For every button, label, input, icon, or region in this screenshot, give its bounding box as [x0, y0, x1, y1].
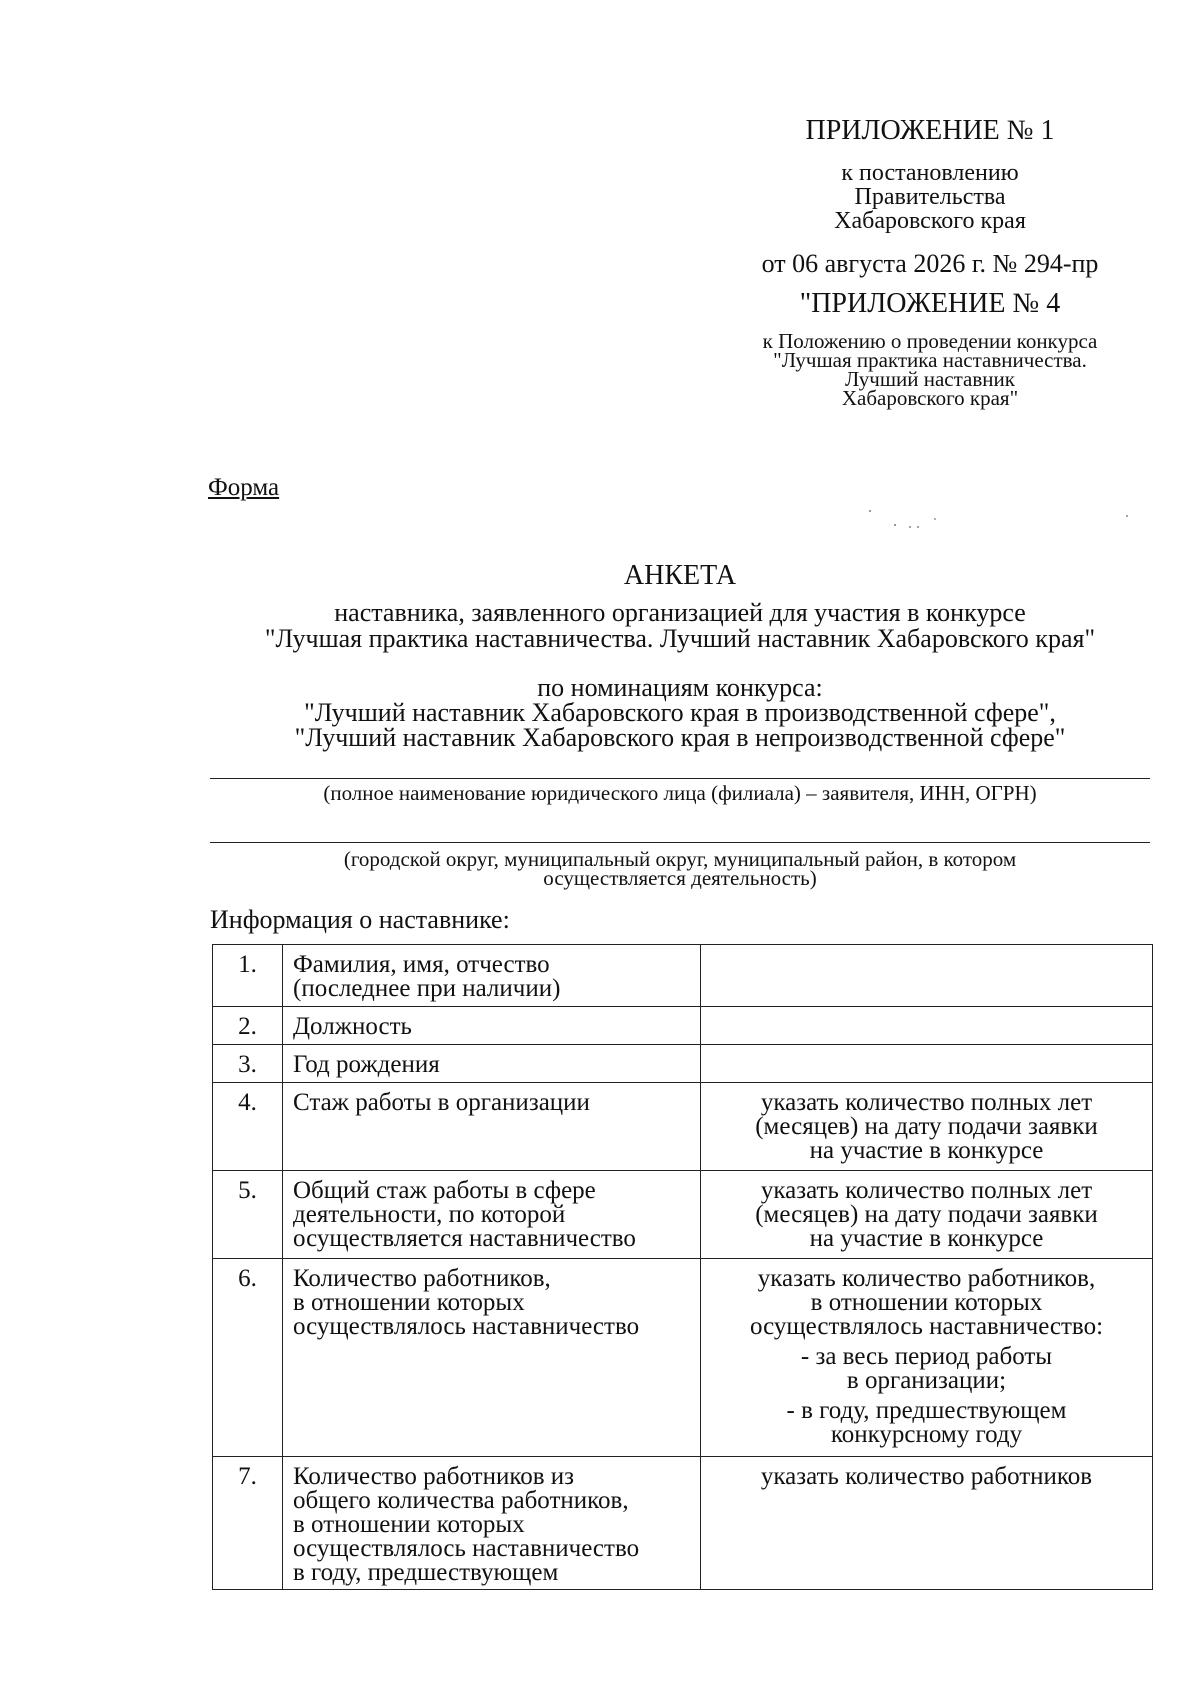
table-row [213, 1045, 1153, 1083]
district-caption-line: осуществляется деятельность) [543, 866, 817, 890]
org-name-caption: (полное наименование юридического лица (филиала) – заявителя, ИНН, ОГРН) [323, 781, 1037, 805]
row-label-line: Фамилия, имя, отчество [293, 951, 550, 978]
org-name-line[interactable] [210, 778, 1150, 779]
district-caption-line: (городской округ, муниципальный округ, муниципальный район, в котором [343, 847, 1017, 871]
appendix-4-block [720, 290, 1140, 408]
row-label [283, 1259, 701, 1457]
table-row [213, 1457, 1153, 1590]
table-row [213, 945, 1153, 1007]
row-number: 1. [213, 945, 283, 1007]
row-label-line: Должность [293, 1013, 412, 1040]
row-label-line: Стаж работы в организации [293, 1089, 590, 1116]
subtitle-line: наставника, заявленного организацией для участия в конкурсе [334, 598, 1026, 627]
row-value-cell[interactable] [701, 1083, 1153, 1171]
row-label [283, 1007, 701, 1045]
district-line[interactable] [210, 842, 1150, 843]
appendix-1-line: Хабаровского края [834, 208, 1026, 234]
row-value-line: в организации; [846, 1367, 1007, 1394]
appendix-4-line: Хабаровского края" [841, 386, 1019, 410]
row-value-line: - за весь период работы [800, 1343, 1053, 1370]
appendix-4-line: к Положению о проведении конкурса [762, 329, 1098, 353]
row-label-line: в отношении которых [293, 1511, 525, 1538]
nominations-line: по номинациям конкурса: [537, 673, 823, 702]
mentor-info-table [212, 944, 1153, 1590]
row-label-line: Количество работников, [293, 1265, 551, 1292]
row-label-line: Количество работников из [293, 1463, 575, 1490]
appendix-1-block [720, 117, 1140, 277]
row-label-line: осуществлялось наставничество [293, 1313, 640, 1340]
row-label-line: Общий стаж работы в сфере [293, 1177, 596, 1204]
appendix-4-line: "Лучшая практика наставничества. [773, 348, 1087, 372]
row-value-line: указать количество полных лет [760, 1089, 1093, 1116]
row-value-line: указать количество полных лет [760, 1177, 1093, 1204]
row-label [283, 1045, 701, 1083]
row-number: 5. [213, 1171, 283, 1259]
table-row [213, 1083, 1153, 1171]
questionnaire-title: АНКЕТА [623, 560, 737, 591]
row-value-line: на участие в конкурсе [809, 1137, 1044, 1164]
row-label-line: Год рождения [293, 1051, 440, 1078]
row-label-line: осуществлялось наставничество [293, 1535, 640, 1562]
nominations-line: "Лучший наставник Хабаровского края в производственной сфере", [304, 698, 1056, 727]
row-value-line: (месяцев) на дату подачи заявки [755, 1201, 1098, 1228]
nominations-line: "Лучший наставник Хабаровского края в непроизводственной сфере" [294, 723, 1066, 752]
row-label-line: осуществляется наставничество [293, 1225, 636, 1252]
row-label [283, 1171, 701, 1259]
row-value-cell[interactable] [701, 1457, 1153, 1590]
row-label [283, 1083, 701, 1171]
row-value-cell[interactable] [701, 1007, 1153, 1045]
form-label: Форма [208, 474, 280, 501]
row-label-line: в году, предшествующем [293, 1559, 559, 1586]
table-row [213, 1171, 1153, 1259]
row-value-line: - в году, предшествующем [786, 1397, 1067, 1424]
row-number: 2. [213, 1007, 283, 1045]
row-value-line: указать количество работников, [757, 1265, 1096, 1292]
table-row [213, 1007, 1153, 1045]
row-value-line: (месяцев) на дату подачи заявки [755, 1113, 1098, 1140]
row-value-line: указать количество работников [760, 1463, 1093, 1490]
row-value-cell[interactable] [701, 1259, 1153, 1457]
appendix-4-heading: "ПРИЛОЖЕНИЕ № 4 [799, 288, 1061, 319]
row-value-cell[interactable] [701, 1171, 1153, 1259]
scan-specks [840, 505, 1140, 535]
row-value-line: в отношении которых [810, 1289, 1043, 1316]
row-label [283, 945, 701, 1007]
row-label [283, 1457, 701, 1590]
row-value-line: осуществлялось наставничество: [749, 1313, 1104, 1340]
row-label-line: общего количества работников, [293, 1487, 629, 1514]
row-value-line: на участие в конкурсе [809, 1225, 1044, 1252]
row-number: 6. [213, 1259, 283, 1457]
questionnaire-subtitle [200, 600, 1160, 652]
district-caption [210, 847, 1150, 890]
table-row [213, 1259, 1153, 1457]
row-value-line: конкурсному году [830, 1421, 1023, 1448]
row-number: 3. [213, 1045, 283, 1083]
row-number: 4. [213, 1083, 283, 1171]
subtitle-line: "Лучшая практика наставничества. Лучший наставник Хабаровского края" [264, 624, 1096, 653]
nominations [200, 675, 1160, 750]
row-value-cell[interactable] [701, 1045, 1153, 1083]
appendix-1-heading: ПРИЛОЖЕНИЕ № 1 [805, 115, 1055, 146]
appendix-1-line: Правительства [854, 184, 1006, 210]
row-label-line: (последнее при наличии) [293, 975, 561, 1002]
appendix-1-date: от 06 августа 2026 г. № 294-пр [761, 249, 1099, 278]
appendix-4-line: Лучший наставник [845, 367, 1015, 391]
row-label-line: деятельности, по которой [293, 1201, 566, 1228]
mentor-info-heading: Информация о наставнике: [210, 905, 510, 934]
appendix-1-line: к постановлению [841, 160, 1019, 186]
row-value-cell[interactable] [701, 945, 1153, 1007]
row-label-line: в отношении которых [293, 1289, 525, 1316]
row-number: 7. [213, 1457, 283, 1590]
